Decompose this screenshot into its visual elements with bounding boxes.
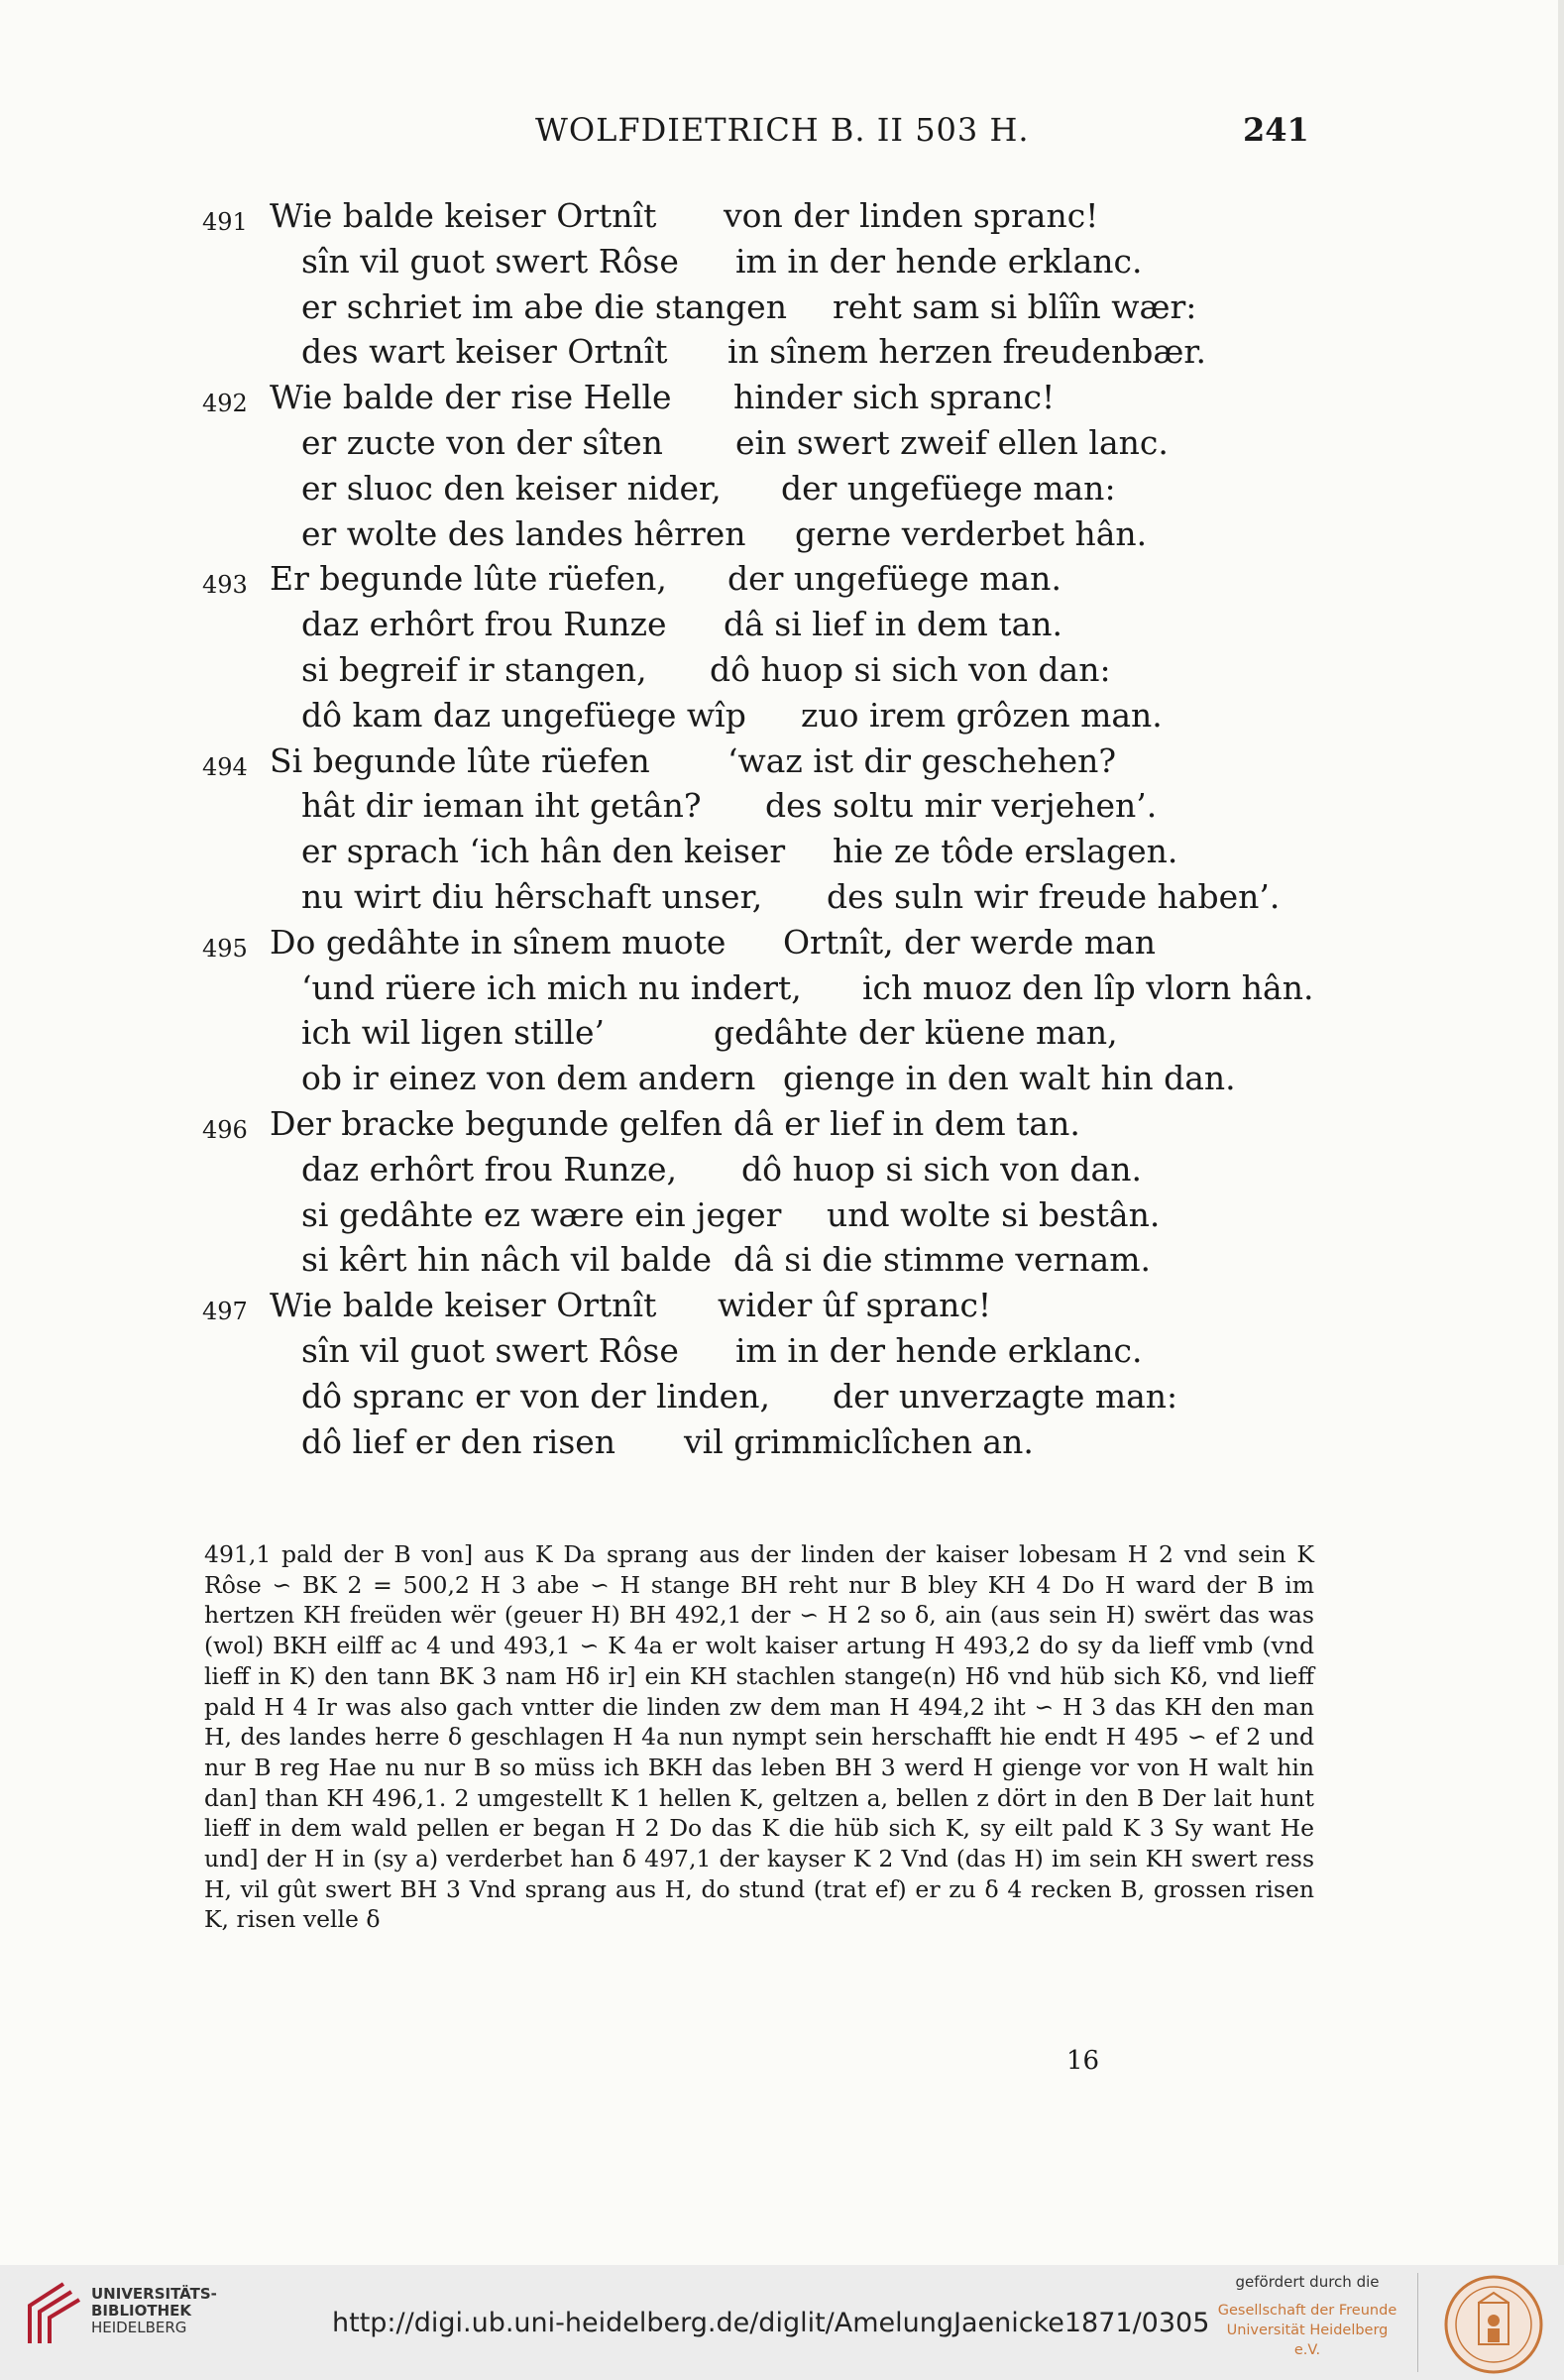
- verse-line: [0, 1240, 1564, 1286]
- verse-line: [0, 1286, 1564, 1331]
- verse-second-half: ein swert zweif ellen lanc.: [735, 422, 1169, 462]
- funder-name-line2: Universität Heidelberg e.V.: [1226, 2323, 1389, 2358]
- strophe-number: 496: [202, 1115, 248, 1144]
- verse-second-half: dâ er lief in dem tan.: [733, 1103, 1080, 1143]
- verse-first-half: si kêrt hin nâch vil balde: [301, 1240, 712, 1280]
- verse-first-half: er wolte des landes hêrren: [301, 513, 746, 553]
- signature-mark: 16: [1066, 2046, 1100, 2076]
- verse-first-half: er schriet im abe die stangen: [301, 286, 787, 326]
- verse-line: [0, 605, 1564, 650]
- verse-first-half: dô lief er den risen: [301, 1421, 616, 1461]
- strophe-number: 497: [202, 1298, 248, 1326]
- verse-line: [0, 696, 1564, 741]
- verse-line: [0, 242, 1564, 287]
- footer-divider: [1417, 2273, 1418, 2372]
- library-name-line2: BIBLIOTHEK: [91, 2302, 191, 2320]
- verse-line: [0, 741, 1564, 787]
- strophe-number: 493: [202, 571, 248, 600]
- apparatus-text: 491,1 pald der B von] aus K Da sprang aus der linden der kaiser lobesam H 2 vnd sein K Rôse ∽ BK 2 = 500,2 H 3 abe ∽ H stange BH reht nur B bley KH 4 Do H ward der B im hertzen KH freüden wër (geuer H) BH 492,1 der ∽ H 2 so δ, ain (aus sein H) swërt das was (wol) BKH eilff ac 4 und 493,1 ∽ K 4a er wolt kaiser artung H 493,2 do sy da lieff vmb (vnd lieff in K) den tann BK 3 nam Hδ ir] ein KH stachlen stange(n) Hδ vnd hüb sich Kδ, vnd lieff pald H 4 Ir was also gach vntter die linden zw dem man H 494,2 iht ∽ H 3 das KH den man H, des landes herre δ geschlagen H 4a nun nympt sein herschafft hie endt H 495 ∽ ef 2 und nur B reg Hae nu nur B so müss ich BKH das leben BH 3 werd H gienge vor von H walt hin dan] than KH 496,1. 2 umgestellt K 1 hellen K, geltzen a, bellen z dört in den B Der lait hunt lieff in dem wald pellen er began H 2 Do das K die hüb sich K, sy eilt pald K 3 Sy want He und] der H in (sy a) verderbet han δ 497,1 der kayser K 2 Vnd (das H) im sein KH swert ress H, vil gût swert BH 3 Vnd sprang aus H, do stund (trat ef) er zu δ 4 recken B, grossen risen K, risen velle δ: [204, 1540, 1314, 1934]
- verse-first-half: sîn vil guot swert Rôse: [301, 1330, 679, 1370]
- verse-second-half: ich muoz den lîp vlorn hân.: [862, 967, 1314, 1007]
- verse-second-half: im in der hende erklanc.: [735, 1330, 1143, 1370]
- verse-line: [0, 1013, 1564, 1059]
- verse-block: [0, 196, 1564, 1467]
- verse-second-half: dâ si die stimme vernam.: [733, 1240, 1151, 1280]
- verse-second-half: des suln wir freude haben’.: [827, 876, 1281, 916]
- page-url-link[interactable]: http://digi.ub.uni-heidelberg.de/diglit/AmelungJaenicke1871/0305: [332, 2308, 1210, 2338]
- verse-line: [0, 1104, 1564, 1150]
- verse-line: [0, 1195, 1564, 1241]
- page-number: 241: [1243, 111, 1309, 149]
- verse-second-half: dô huop si sich von dan:: [710, 649, 1111, 689]
- verse-second-half: der unverzagte man:: [833, 1376, 1178, 1416]
- verse-line: [0, 832, 1564, 877]
- verse-first-half: si begreif ir stangen,: [301, 649, 647, 689]
- verse-second-half: dâ si lief in dem tan.: [724, 605, 1063, 644]
- running-header: [0, 111, 1564, 161]
- verse-line: [0, 332, 1564, 378]
- verse-first-half: daz erhôrt frou Runze,: [301, 1149, 677, 1189]
- verse-line: [0, 786, 1564, 832]
- verse-line: [0, 514, 1564, 560]
- verse-line: [0, 923, 1564, 968]
- verse-line: [0, 196, 1564, 242]
- verse-first-half: ich wil ligen stille’: [301, 1013, 606, 1053]
- ub-heidelberg-logo-icon[interactable]: [24, 2278, 87, 2349]
- verse-line: [0, 650, 1564, 696]
- verse-first-half: dô spranc er von der linden,: [301, 1376, 770, 1416]
- verse-line: [0, 1150, 1564, 1195]
- verse-second-half: in sînem herzen freudenbær.: [727, 332, 1207, 372]
- verse-line: [0, 423, 1564, 469]
- verse-first-half: daz erhôrt frou Runze: [301, 605, 667, 644]
- verse-first-half: des wart keiser Ortnît: [301, 332, 668, 372]
- strophe-number: 495: [202, 934, 248, 963]
- verse-second-half: der ungefüege man:: [781, 468, 1116, 508]
- verse-line: [0, 287, 1564, 333]
- verse-first-half: Si begunde lûte rüefen: [270, 740, 650, 780]
- verse-second-half: hinder sich spranc!: [733, 378, 1056, 417]
- library-name-line3: HEIDELBERG: [91, 2319, 187, 2336]
- funded-by-label: gefördert durch die: [1235, 2273, 1380, 2291]
- verse-second-half: ‘waz ist dir geschehen?: [727, 740, 1117, 780]
- strophe-number: 491: [202, 208, 248, 236]
- verse-first-half: dô kam daz ungefüege wîp: [301, 695, 746, 735]
- header-title: WOLFDIETRICH B. II 503 H.: [535, 111, 1030, 149]
- critical-apparatus: [204, 1539, 1314, 1935]
- verse-line: [0, 1331, 1564, 1377]
- verse-second-half: des soltu mir verjehen’.: [765, 786, 1158, 826]
- verse-first-half: Wie balde keiser Ortnît: [270, 1286, 657, 1325]
- verse-second-half: wider ûf spranc!: [718, 1286, 992, 1325]
- verse-line: [0, 1059, 1564, 1104]
- verse-second-half: zuo irem grôzen man.: [801, 695, 1163, 735]
- verse-line: [0, 968, 1564, 1014]
- verse-line: [0, 1422, 1564, 1468]
- university-seal-icon[interactable]: [1435, 2273, 1552, 2376]
- verse-second-half: Ortnît, der werde man: [783, 922, 1156, 962]
- verse-first-half: ‘und rüere ich mich nu indert,: [301, 967, 802, 1007]
- verse-second-half: der ungefüege man.: [727, 559, 1061, 599]
- library-name[interactable]: [91, 2286, 217, 2336]
- verse-second-half: von der linden spranc!: [724, 196, 1099, 235]
- verse-first-half: ob ir einez von dem andern: [301, 1059, 756, 1098]
- verse-first-half: er zucte von der sîten: [301, 422, 663, 462]
- verse-second-half: reht sam si blîîn wær:: [833, 286, 1197, 326]
- verse-line: [0, 469, 1564, 514]
- verse-second-half: und wolte si bestân.: [827, 1194, 1161, 1234]
- strophe-number: 492: [202, 390, 248, 418]
- verse-first-half: er sluoc den keiser nider,: [301, 468, 722, 508]
- verse-line: [0, 378, 1564, 423]
- funder-name-line1: Gesellschaft der Freunde: [1217, 2303, 1397, 2319]
- verse-line: [0, 1377, 1564, 1422]
- verse-first-half: Der bracke begunde gelfen: [270, 1103, 723, 1143]
- verse-line: [0, 877, 1564, 923]
- verse-line: [0, 559, 1564, 605]
- verse-first-half: Er begunde lûte rüefen,: [270, 559, 667, 599]
- verse-first-half: Wie balde keiser Ortnît: [270, 196, 657, 235]
- funder-credit[interactable]: [1213, 2271, 1401, 2360]
- verse-second-half: im in der hende erklanc.: [735, 241, 1143, 281]
- verse-second-half: gerne verderbet hân.: [795, 513, 1148, 553]
- verse-first-half: nu wirt diu hêrschaft unser,: [301, 876, 763, 916]
- verse-second-half: gedâhte der küene man,: [714, 1013, 1118, 1053]
- verse-first-half: Do gedâhte in sînem muote: [270, 922, 726, 962]
- verse-second-half: gienge in den walt hin dan.: [783, 1059, 1236, 1098]
- library-name-line1: UNIVERSITÄTS-: [91, 2285, 217, 2303]
- verse-second-half: vil grimmiclîchen an.: [684, 1421, 1034, 1461]
- verse-first-half: si gedâhte ez wære ein jeger: [301, 1194, 782, 1234]
- verse-first-half: hât dir ieman iht getân?: [301, 786, 702, 826]
- verse-second-half: hie ze tôde erslagen.: [833, 832, 1178, 871]
- strophe-number: 494: [202, 752, 248, 781]
- verse-first-half: er sprach ‘ich hân den keiser: [301, 832, 786, 871]
- verse-first-half: Wie balde der rise Helle: [270, 378, 672, 417]
- verse-second-half: dô huop si sich von dan.: [741, 1149, 1142, 1189]
- verse-first-half: sîn vil guot swert Rôse: [301, 241, 679, 281]
